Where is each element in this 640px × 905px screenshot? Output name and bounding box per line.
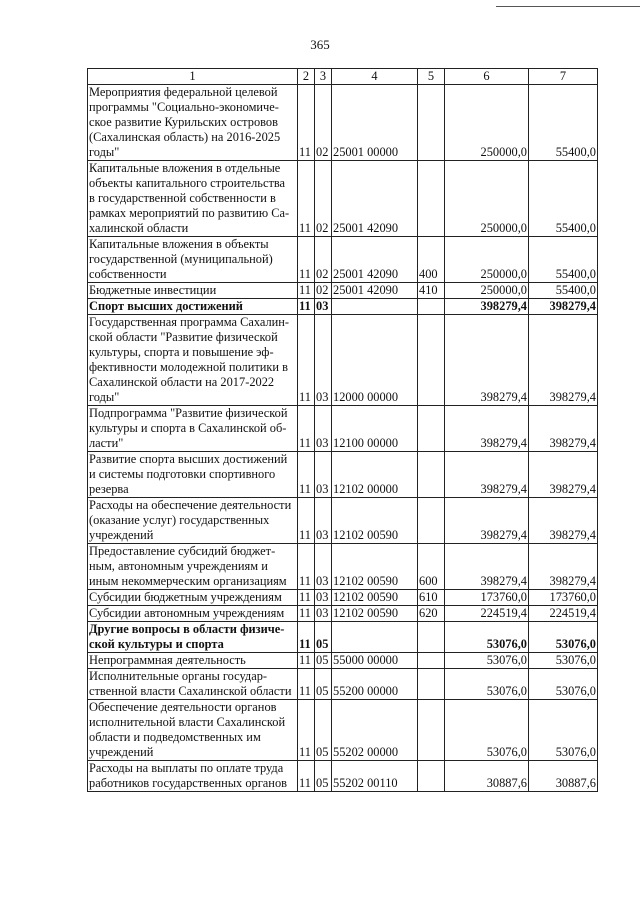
section-cell: 11 <box>298 406 315 452</box>
target-article-cell: 12102 00000 <box>332 452 418 498</box>
amount-cell: 398279,4 <box>445 315 529 406</box>
amount-cell: 250000,0 <box>445 85 529 161</box>
subsection-cell: 03 <box>315 590 332 606</box>
scan-artifact-line <box>496 6 640 7</box>
amount-cell: 398279,4 <box>445 544 529 590</box>
row-name-cell: Исполнительные органы государ- ственной власти Сахалинской области <box>88 669 298 700</box>
expense-type-cell <box>418 653 445 669</box>
row-name-cell: Спорт высших достижений <box>88 299 298 315</box>
subsection-cell: 02 <box>315 85 332 161</box>
section-cell: 11 <box>298 606 315 622</box>
row-name-cell: Капитальные вложения в отдельные объекты капитального строительства в государственной собственности в рамках мероприятий по развитию Са- халинской области <box>88 161 298 237</box>
amount-cell: 53076,0 <box>529 700 598 761</box>
row-name-cell: Расходы на обеспечение деятельности (оказание услуг) государственных учреждений <box>88 498 298 544</box>
page-number: 365 <box>310 37 330 52</box>
header-cell: 2 <box>298 69 315 85</box>
table-row <box>88 498 598 544</box>
target-article-cell: 25001 42090 <box>332 237 418 283</box>
budget-table <box>87 68 598 792</box>
amount-cell: 224519,4 <box>529 606 598 622</box>
header-cell: 1 <box>88 69 298 85</box>
amount-cell: 55400,0 <box>529 283 598 299</box>
table-row <box>88 544 598 590</box>
row-name-cell: Другие вопросы в области физиче- ской культуры и спорта <box>88 622 298 653</box>
amount-cell: 250000,0 <box>445 237 529 283</box>
section-cell: 11 <box>298 237 315 283</box>
expense-type-cell: 600 <box>418 544 445 590</box>
amount-cell: 250000,0 <box>445 161 529 237</box>
section-cell: 11 <box>298 544 315 590</box>
target-article-cell: 12000 00000 <box>332 315 418 406</box>
subsection-cell: 03 <box>315 452 332 498</box>
target-article-cell: 55000 00000 <box>332 653 418 669</box>
header-cell: 7 <box>529 69 598 85</box>
expense-type-cell <box>418 161 445 237</box>
expense-type-cell <box>418 85 445 161</box>
amount-cell: 398279,4 <box>445 452 529 498</box>
target-article-cell: 55202 00000 <box>332 700 418 761</box>
section-cell: 11 <box>298 299 315 315</box>
header-cell: 3 <box>315 69 332 85</box>
table-row <box>88 283 598 299</box>
amount-cell: 398279,4 <box>529 544 598 590</box>
header-cell: 5 <box>418 69 445 85</box>
amount-cell: 53076,0 <box>445 700 529 761</box>
amount-cell: 53076,0 <box>529 653 598 669</box>
row-name-cell: Бюджетные инвестиции <box>88 283 298 299</box>
amount-cell: 53076,0 <box>529 622 598 653</box>
amount-cell: 55400,0 <box>529 85 598 161</box>
target-article-cell: 12100 00000 <box>332 406 418 452</box>
subsection-cell: 05 <box>315 669 332 700</box>
header-cell: 6 <box>445 69 529 85</box>
table-row <box>88 452 598 498</box>
expense-type-cell <box>418 669 445 700</box>
expense-type-cell: 400 <box>418 237 445 283</box>
row-name-cell: Подпрограмма "Развитие физической культуры и спорта в Сахалинской об- ласти" <box>88 406 298 452</box>
amount-cell: 398279,4 <box>445 299 529 315</box>
subsection-cell: 02 <box>315 283 332 299</box>
amount-cell: 250000,0 <box>445 283 529 299</box>
subsection-cell: 02 <box>315 161 332 237</box>
table-row <box>88 761 598 792</box>
section-cell: 11 <box>298 700 315 761</box>
subsection-cell: 03 <box>315 498 332 544</box>
row-name-cell: Обеспечение деятельности органов исполнительной власти Сахалинской области и подведомственных им учреждений <box>88 700 298 761</box>
amount-cell: 398279,4 <box>445 406 529 452</box>
target-article-cell: 12102 00590 <box>332 498 418 544</box>
subsection-cell: 03 <box>315 299 332 315</box>
row-name-cell: Непрограммная деятельность <box>88 653 298 669</box>
table-row <box>88 161 598 237</box>
row-name-cell: Развитие спорта высших достижений и системы подготовки спортивного резерва <box>88 452 298 498</box>
section-cell: 11 <box>298 283 315 299</box>
table-row <box>88 406 598 452</box>
section-cell: 11 <box>298 669 315 700</box>
target-article-cell: 25001 00000 <box>332 85 418 161</box>
section-cell: 11 <box>298 498 315 544</box>
amount-cell: 173760,0 <box>445 590 529 606</box>
section-cell: 11 <box>298 85 315 161</box>
table-row <box>88 590 598 606</box>
table-row <box>88 299 598 315</box>
subsection-cell: 03 <box>315 606 332 622</box>
header-cell: 4 <box>332 69 418 85</box>
amount-cell: 398279,4 <box>529 452 598 498</box>
target-article-cell: 12102 00590 <box>332 590 418 606</box>
table-row <box>88 622 598 653</box>
subsection-cell: 05 <box>315 700 332 761</box>
expense-type-cell <box>418 622 445 653</box>
target-article-cell: 25001 42090 <box>332 283 418 299</box>
row-name-cell: Расходы на выплаты по оплате труда работников государственных органов <box>88 761 298 792</box>
table-row <box>88 315 598 406</box>
row-name-cell: Субсидии автономным учреждениям <box>88 606 298 622</box>
expense-type-cell <box>418 700 445 761</box>
target-article-cell: 55200 00000 <box>332 669 418 700</box>
amount-cell: 53076,0 <box>529 669 598 700</box>
expense-type-cell: 410 <box>418 283 445 299</box>
table-row <box>88 237 598 283</box>
expense-type-cell <box>418 498 445 544</box>
row-name-cell: Капитальные вложения в объекты государственной (муниципальной) собственности <box>88 237 298 283</box>
section-cell: 11 <box>298 161 315 237</box>
amount-cell: 173760,0 <box>529 590 598 606</box>
table-row <box>88 669 598 700</box>
subsection-cell: 03 <box>315 544 332 590</box>
amount-cell: 55400,0 <box>529 161 598 237</box>
row-name-cell: Предоставление субсидий бюджет- ным, автономным учреждениям и иным некоммерческим организациям <box>88 544 298 590</box>
subsection-cell: 05 <box>315 761 332 792</box>
row-name-cell: Государственная программа Сахалин- ской области "Развитие физической культуры, спорта и повышение эф- фективности молодежной политики в Сахалинской области на 2017-2022 годы" <box>88 315 298 406</box>
expense-type-cell <box>418 315 445 406</box>
target-article-cell: 12102 00590 <box>332 544 418 590</box>
table-header-row <box>88 69 598 85</box>
table-row <box>88 700 598 761</box>
expense-type-cell: 610 <box>418 590 445 606</box>
amount-cell: 398279,4 <box>529 406 598 452</box>
amount-cell: 224519,4 <box>445 606 529 622</box>
target-article-cell <box>332 622 418 653</box>
subsection-cell: 03 <box>315 315 332 406</box>
expense-type-cell <box>418 299 445 315</box>
table-row <box>88 653 598 669</box>
amount-cell: 53076,0 <box>445 669 529 700</box>
row-name-cell: Мероприятия федеральной целевой программы "Социально-экономиче- ское развитие Курильских островов (Сахалинская область) на 2016-2025 годы" <box>88 85 298 161</box>
amount-cell: 53076,0 <box>445 622 529 653</box>
expense-type-cell <box>418 406 445 452</box>
section-cell: 11 <box>298 761 315 792</box>
amount-cell: 398279,4 <box>445 498 529 544</box>
subsection-cell: 03 <box>315 406 332 452</box>
subsection-cell: 05 <box>315 622 332 653</box>
subsection-cell: 02 <box>315 237 332 283</box>
row-name-cell: Субсидии бюджетным учреждениям <box>88 590 298 606</box>
amount-cell: 30887,6 <box>529 761 598 792</box>
expense-type-cell: 620 <box>418 606 445 622</box>
section-cell: 11 <box>298 653 315 669</box>
expense-type-cell <box>418 452 445 498</box>
section-cell: 11 <box>298 622 315 653</box>
amount-cell: 30887,6 <box>445 761 529 792</box>
amount-cell: 398279,4 <box>529 498 598 544</box>
section-cell: 11 <box>298 452 315 498</box>
table-row <box>88 606 598 622</box>
amount-cell: 398279,4 <box>529 315 598 406</box>
section-cell: 11 <box>298 315 315 406</box>
expense-type-cell <box>418 761 445 792</box>
target-article-cell: 55202 00110 <box>332 761 418 792</box>
table-row <box>88 85 598 161</box>
target-article-cell: 12102 00590 <box>332 606 418 622</box>
target-article-cell <box>332 299 418 315</box>
amount-cell: 398279,4 <box>529 299 598 315</box>
subsection-cell: 05 <box>315 653 332 669</box>
target-article-cell: 25001 42090 <box>332 161 418 237</box>
amount-cell: 53076,0 <box>445 653 529 669</box>
amount-cell: 55400,0 <box>529 237 598 283</box>
section-cell: 11 <box>298 590 315 606</box>
